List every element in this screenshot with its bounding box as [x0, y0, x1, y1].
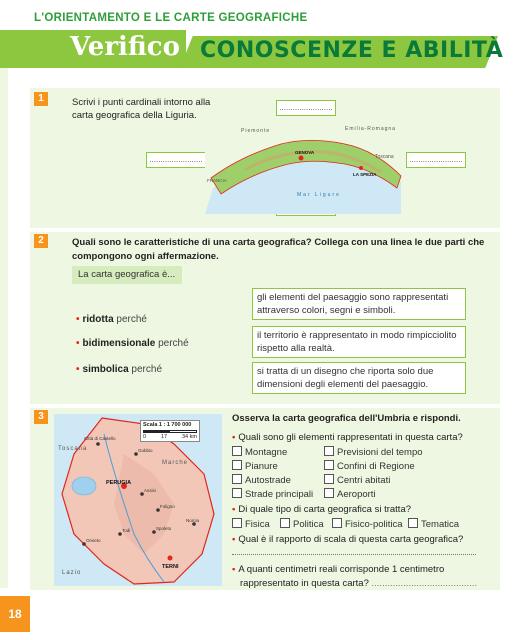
statement-left-2-rest: perché: [155, 338, 189, 349]
map-label-emilia: Emilia-Romagna: [345, 126, 396, 132]
map-label-norcia: Norcia: [186, 518, 200, 523]
option-autostrade[interactable]: [232, 474, 291, 486]
map-scale-tick-1: 17: [160, 434, 168, 440]
exercise-1-text: Scrivi i punti cardinali intorno alla carta geografica della Liguria.: [72, 97, 211, 121]
chapter-title: L'ORIENTAMENTO E LE CARTE GEOGRAFICHE: [34, 12, 308, 24]
map-label-toscana: Toscana: [375, 154, 394, 160]
exercise-3-title: Osserva la carta geografica dell'Umbria e rispondi.: [232, 413, 461, 424]
statement-left-1[interactable]: • ridotta perché: [76, 314, 147, 325]
option-label: Tematica: [421, 519, 460, 530]
question-3-2-text: Di quale tipo di carta geografica si tratta?: [238, 504, 412, 515]
side-strip: [0, 68, 8, 588]
checkbox[interactable]: [324, 446, 334, 456]
checkbox[interactable]: [324, 474, 334, 484]
checkbox[interactable]: [232, 446, 242, 456]
question-3-3: • Qual è il rapporto di scala di questa carta geografica?: [232, 534, 464, 545]
option-fisico-politica[interactable]: [332, 518, 403, 530]
statement-left-2-bold: bidimensionale: [82, 338, 156, 349]
exercise-2-prefix: La carta geografica è...: [72, 266, 182, 284]
statement-left-3-rest: perché: [128, 364, 163, 375]
question-3-3-text: Qual è il rapporto di scala di questa carta geografica?: [238, 534, 464, 545]
map-label-marche: Marche: [162, 460, 189, 466]
map-scale: [140, 420, 200, 442]
exercise-2-number: 2: [34, 234, 48, 248]
map-label-todi: Todi: [122, 528, 131, 533]
option-pianure[interactable]: [232, 460, 278, 472]
option-label: Montagne: [245, 447, 288, 458]
statement-right-2[interactable]: il territorio è rappresentato in modo rimpicciolito rispetto alla realtà.: [252, 326, 466, 358]
map-label-mar-ligure: Mar Ligure: [297, 192, 341, 198]
checkbox[interactable]: [324, 488, 334, 498]
question-3-4-text: A quanti centimetri reali corrisponde 1 centimetro: [238, 564, 445, 575]
checkbox[interactable]: [232, 460, 242, 470]
statement-left-2[interactable]: • bidimensionale perché: [76, 338, 189, 349]
question-3-4: • A quanti centimetri reali corrisponde 1 centimetro: [232, 564, 445, 575]
option-centri-abitati[interactable]: [324, 474, 390, 486]
option-label: Autostrade: [245, 475, 291, 486]
option-strade-principali[interactable]: [232, 488, 313, 500]
exercise-1-number: 1: [34, 92, 48, 106]
option-label: Strade principali: [245, 489, 314, 500]
checkbox[interactable]: [332, 518, 342, 528]
map-label-francia: FRANCIA: [207, 178, 227, 183]
option-politica[interactable]: [280, 518, 324, 530]
checkbox[interactable]: [280, 518, 290, 528]
question-3-1-text: Quali sono gli elementi rappresentati in questa carta?: [238, 432, 463, 443]
map-label-perugia: PERUGIA: [106, 480, 132, 486]
statement-left-3[interactable]: • simbolica perché: [76, 364, 163, 375]
checkbox[interactable]: [232, 474, 242, 484]
question-3-4-text-2: rappresentato in questa carta?: [240, 578, 369, 589]
answer-blank-cm[interactable]: ........................................: [371, 578, 478, 589]
option-label: Fisico-politica: [345, 519, 403, 530]
map-label-citta-di-castello: Città di Castello: [84, 436, 116, 441]
map-label-piemonte: Piemonte: [241, 128, 271, 134]
map-label-spoleto: Spoleto: [156, 526, 172, 531]
page-number: 18: [0, 596, 30, 632]
answer-north[interactable]: ........................: [276, 100, 336, 116]
exercise-3-number: 3: [34, 410, 48, 424]
checkbox[interactable]: [232, 518, 242, 528]
answer-west[interactable]: ........................: [146, 152, 206, 168]
map-scale-tick-2: 34 km: [182, 434, 197, 440]
question-3-4-cont: [240, 578, 477, 589]
question-3-1: • Quali sono gli elementi rappresentati in questa carta?: [232, 432, 463, 443]
exercise-2-text: Quali sono le caratteristiche di una carta geografica? Collega con una linea le due parti che compongono ogni affermazione.: [72, 237, 485, 262]
answer-east[interactable]: ........................: [406, 152, 466, 168]
statement-left-3-bold: simbolica: [82, 364, 129, 375]
map-scale-bar: [143, 430, 197, 433]
option-label: Fisica: [245, 519, 270, 530]
liguria-map: [205, 118, 405, 214]
map-label-la-spezia: LA SPEZIA: [353, 172, 377, 177]
option-montagne[interactable]: [232, 446, 287, 458]
statement-left-1-rest: perché: [113, 314, 147, 325]
answer-line-scale[interactable]: [232, 554, 476, 555]
checkbox[interactable]: [232, 488, 242, 498]
subtitle-title: CONOSCENZE E ABILITÀ: [200, 38, 504, 63]
option-tematica[interactable]: [408, 518, 459, 530]
statement-right-3[interactable]: si tratta di un disegno che riporta solo due dimensioni degli elementi del paesaggio.: [252, 362, 466, 394]
map-label-lazio: Lazio: [62, 570, 82, 576]
map-label-terni: TERNI: [162, 564, 179, 570]
map-label-orvieto: Orvieto: [86, 538, 101, 543]
option-aeroporti[interactable]: [324, 488, 376, 500]
question-3-2: • Di quale tipo di carta geografica si tratta?: [232, 504, 412, 515]
option-confini-di-regione[interactable]: [324, 460, 415, 472]
option-fisica[interactable]: [232, 518, 270, 530]
option-label: Aeroporti: [337, 489, 376, 500]
map-label-foligno: Foligno: [160, 504, 175, 509]
map-label-gubbio: Gubbio: [138, 448, 153, 453]
option-label: Politica: [293, 519, 324, 530]
option-label: Confini di Regione: [337, 461, 415, 472]
option-previsioni-del-tempo[interactable]: [324, 446, 423, 458]
statement-left-1-bold: ridotta: [82, 314, 114, 325]
option-label: Centri abitati: [337, 475, 391, 486]
option-label: Previsioni del tempo: [337, 447, 423, 458]
map-label-toscana-umbria: Toscana: [58, 446, 88, 452]
checkbox[interactable]: [324, 460, 334, 470]
checkbox[interactable]: [408, 518, 418, 528]
option-label: Pianure: [245, 461, 278, 472]
statement-right-1[interactable]: gli elementi del paesaggio sono rappresentati attraverso colori, segni e simboli.: [252, 288, 466, 320]
map-scale-label: Scala 1 : 1 700 000: [143, 422, 192, 428]
map-label-genova: GENOVA: [295, 150, 315, 155]
map-label-assisi: Assisi: [144, 488, 156, 493]
section-title: Verifico: [70, 32, 180, 62]
map-scale-tick-0: 0: [143, 434, 147, 440]
